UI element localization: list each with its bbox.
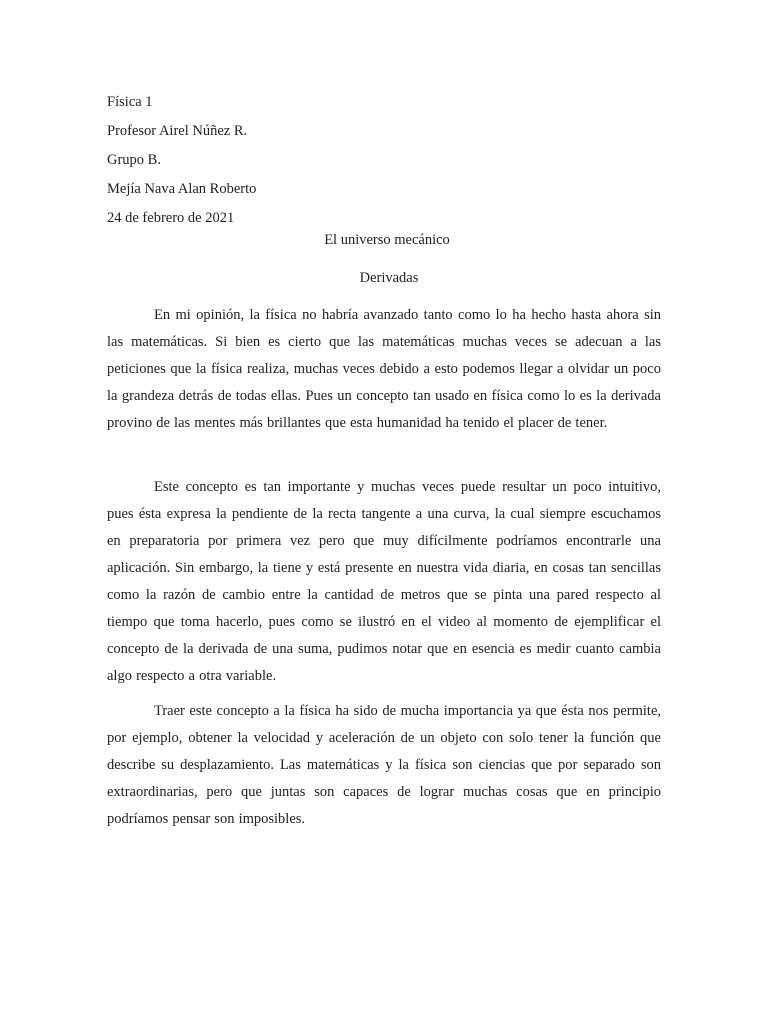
student-name: Mejía Nava Alan Roberto <box>107 181 257 197</box>
document-date: 24 de febrero de 2021 <box>107 210 235 226</box>
professor-name: Profesor Airel Núñez R. <box>107 123 248 139</box>
paragraph-text: Este concepto es tan importante y muchas veces puede resultar un poco intuitivo, pues ésta expresa la pendiente de la recta tangente a una curva, la cual siempre escuchamos en preparatoria por primera vez pero que muy difícilmente podríamos encontrarle una aplicación. Sin embargo, la tiene y está presente en nuestra vida diaria, en cosas tan sencillas como la razón de cambio entre la cantidad de metros que se pinta una pared respecto al tiempo que toma hacerlo, pues como se ilustró en el video al momento de ejemplificar el concepto de la derivada de una suma, pudimos notar que en esencia es medir cuanto cambia algo respecto a otra variable. <box>107 479 661 684</box>
paragraph-3 <box>107 698 661 833</box>
paragraph-1 <box>107 302 661 437</box>
document-title: El universo mecánico <box>324 232 450 248</box>
paragraph-text: En mi opinión, la física no habría avanzado tanto como lo ha hecho hasta ahora sin las matemáticas. Si bien es cierto que las matemáticas muchas veces se adecuan a las peticiones que la física realiza, muchas veces debido a esto podemos llegar a olvidar un poco la grandeza detrás de todas ellas. Pues un concepto tan usado en física como lo es la derivada provino de las mentes más brillantes que esta humanidad ha tenido el placer de tener. <box>107 307 661 431</box>
group-name: Grupo B. <box>107 152 161 168</box>
document-header <box>107 88 667 233</box>
paragraph-text: Traer este concepto a la física ha sido de mucha importancia ya que ésta nos permite, por ejemplo, obtener la velocidad y aceleración de un objeto con solo tener la función que describe su desplazamiento. Las matemáticas y la física son ciencias que por separado son extraordinarias, pero que juntas son capaces de lograr muchas cosas que en principio podríamos pensar son imposibles. <box>107 703 661 827</box>
document-subtitle: Derivadas <box>359 270 419 286</box>
course-name: Física 1 <box>107 94 153 110</box>
paragraph-2 <box>107 474 661 690</box>
